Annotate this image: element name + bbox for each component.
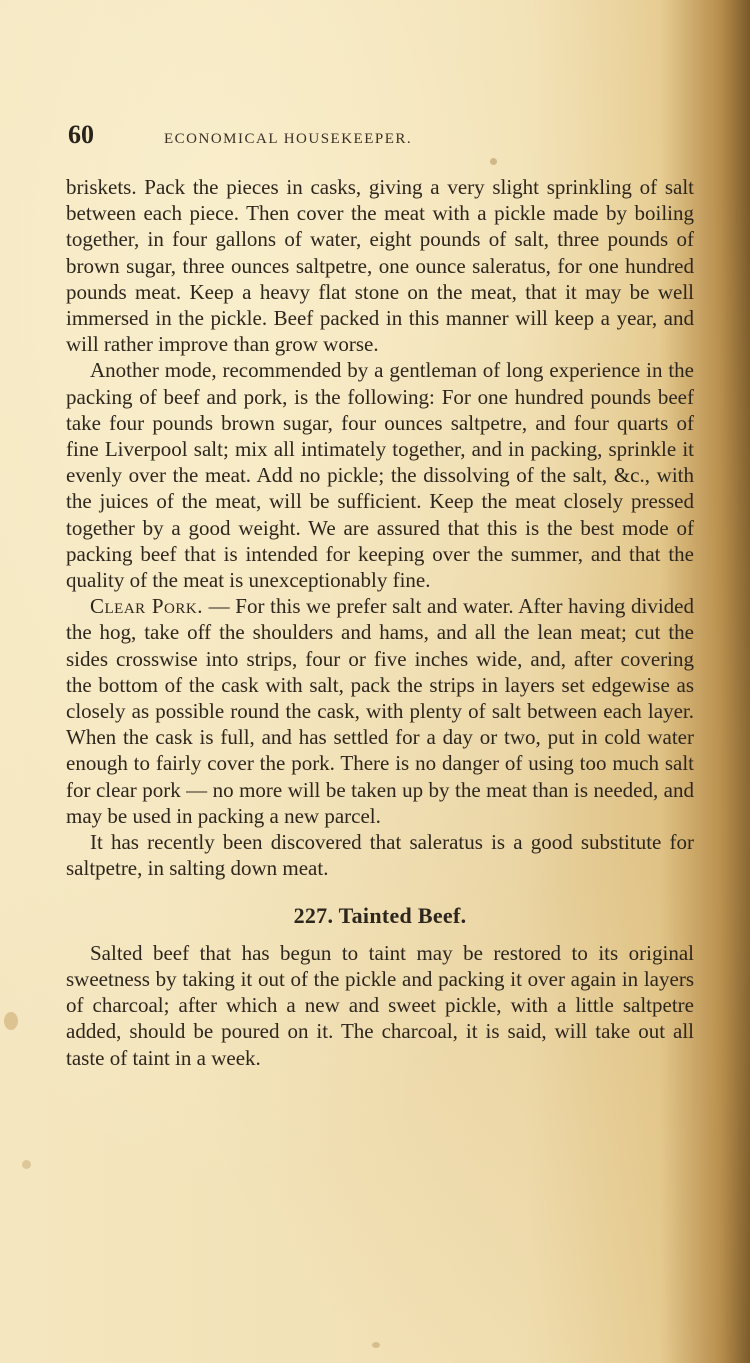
clear-pork-lead: Clear Pork. — [90, 594, 203, 619]
page-header — [68, 120, 538, 150]
paragraph-saleratus: It has recently been discovered that saleratus is a good substitute for saltpetre, in salting down meat. — [66, 830, 694, 881]
paragraph-clear-pork — [66, 593, 694, 829]
section-heading: 227. Tainted Beef. — [293, 903, 467, 929]
page-number: 60 — [68, 120, 94, 149]
foxing-spot — [22, 1160, 31, 1169]
foxing-spot — [372, 1342, 380, 1348]
clear-pork-text: — For this we prefer salt and water. After having divided the hog, take off the shoulders and hams, and all the lean meat; cut the sides crosswise into strips, four or five inches wide, and, after covering the bottom of the cask with salt, pack the strips in layers set edgewise as closely as possible round the cask, with plenty of salt between each layer. When the cask is full, and has settled for a day or two, put in cold water enough to fairly cover the pork. There is no danger of using too much salt for clear pork — no more will be taken up by the meat than is needed, and may be used in packing a new parcel. — [66, 594, 694, 828]
page-content — [66, 174, 694, 1071]
paragraph-briskets: briskets. Pack the pieces in casks, giving a very slight sprinkling of salt between each piece. Then cover the meat with a pickle made by boiling together, in four gallons of water, eight pounds of salt, three pounds of brown sugar, three ounces saltpetre, one ounce saleratus, for one hundred pounds meat. Keep a heavy flat stone on the meat, that it may be well immersed in the pickle. Beef packed in this manner will keep a year, and will rather improve than grow worse. — [66, 175, 694, 357]
foxing-spot — [4, 1012, 18, 1030]
paragraph-another-mode: Another mode, recommended by a gentleman of long experience in the packing of beef and pork, is the following: For one hundred pounds beef take four pounds brown sugar, four ounces saltpetre, and four quarts of fine Liverpool salt; mix all intimately together, and in packing, sprinkle it evenly over the meat. Add no pickle; the dissolving of the salt, &c., with the juices of the meat, will be sufficient. Keep the meat closely pressed together by a good weight. We are assured that this is the best mode of packing beef that is intended for keeping over the summer, and that the quality of the meat is unexceptionably fine. — [66, 358, 694, 593]
foxing-spot — [490, 158, 497, 165]
running-title: ECONOMICAL HOUSEKEEPER. — [164, 131, 413, 147]
paragraph-tainted-beef: Salted beef that has begun to taint may be restored to its original sweetness by taking it out of the pickle and packing it over again in layers of charcoal; after which a new and sweet pickle, with a little saltpetre added, should be poured on it. The charcoal, it is said, will take out all taste of taint in a week. — [66, 940, 694, 1070]
